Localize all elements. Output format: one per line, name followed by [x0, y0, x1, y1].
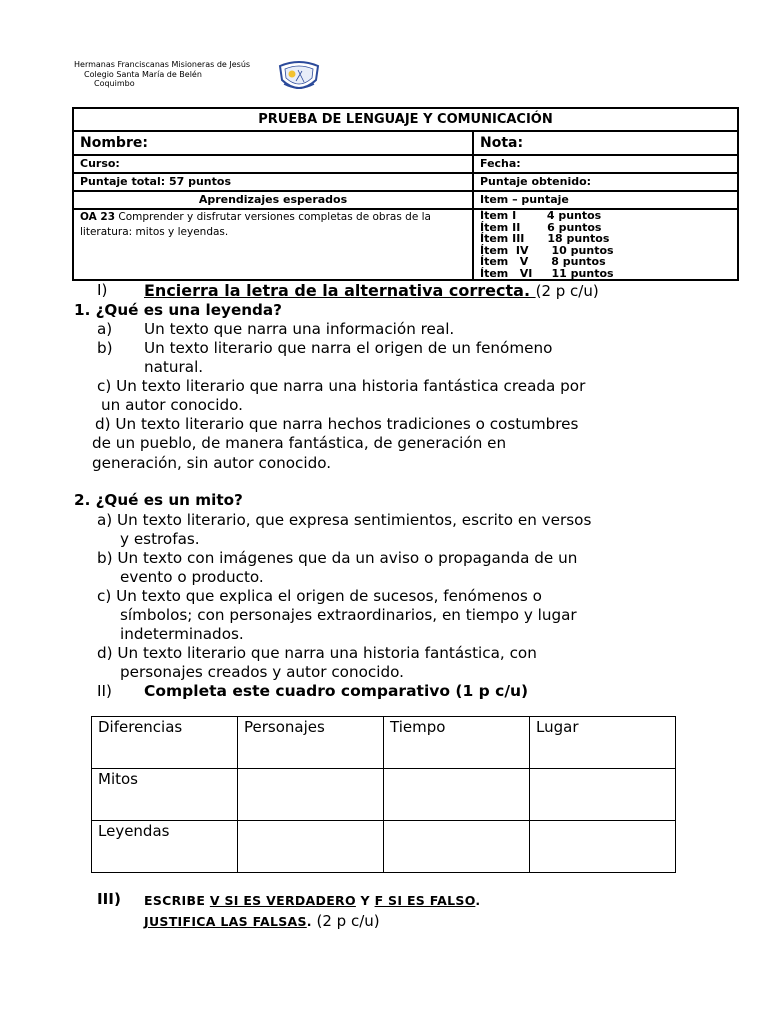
q2-option-d-line2: personajes creados y autor conocido. — [120, 663, 404, 681]
table-header-cell: Lugar — [530, 717, 676, 769]
school-logo-icon — [276, 60, 322, 94]
puntaje-total: Puntaje total: 57 puntos — [73, 173, 473, 191]
section-1-numeral: I) — [97, 281, 108, 299]
q2-option-b-line2: evento o producto. — [120, 568, 264, 586]
sec3-justifica: JUSTIFICA LAS FALSAS — [144, 914, 307, 929]
q1-option-c-line2: un autor conocido. — [101, 396, 243, 414]
nombre-field[interactable]: Nombre: — [73, 131, 473, 155]
oa-text: Comprender y disfrutar versiones completas de obras de la literatura: mitos y leyendas. — [80, 211, 431, 238]
sec3-text: Y — [355, 893, 375, 908]
row-label-leyendas: Leyendas — [92, 821, 238, 873]
answer-cell[interactable] — [530, 769, 676, 821]
test-title: PRUEBA DE LENGUAJE Y COMUNICACIÓN — [73, 108, 738, 131]
test-header-table — [72, 107, 739, 281]
comparison-table — [91, 716, 676, 873]
section-3-points: (2 p c/u) — [316, 912, 380, 930]
table-header-cell: Personajes — [238, 717, 384, 769]
section-1-instruction: Encierra la letra de la alternativa correcta. — [144, 281, 536, 300]
item-score: Ítem II 6 puntos — [480, 220, 602, 234]
row-label-mitos: Mitos — [92, 769, 238, 821]
curso-field[interactable]: Curso: — [73, 155, 473, 173]
item-puntaje-header: Item – puntaje — [473, 191, 738, 209]
section-2-numeral: II) — [97, 682, 112, 700]
q1-option-b-line2: natural. — [144, 358, 204, 376]
q1-option-b-label[interactable]: b) — [97, 339, 113, 357]
school-line-3: Coquimbo — [94, 79, 135, 88]
school-name-block — [74, 60, 250, 89]
school-line-1: Hermanas Franciscanas Misioneras de Jesús — [74, 60, 251, 69]
q1-option-c-line1[interactable]: c) Un texto literario que narra una historia fantástica creada por — [97, 377, 586, 395]
q2-option-b-line1[interactable]: b) Un texto con imágenes que da un aviso o propaganda de un — [97, 549, 578, 567]
q1-option-d-line2: de un pueblo, de manera fantástica, de generación en — [92, 434, 507, 452]
answer-cell[interactable] — [238, 769, 384, 821]
nota-field[interactable]: Nota: — [473, 131, 738, 155]
aprendizajes-header: Aprendizajes esperados — [73, 191, 473, 209]
q2-option-a-line2: y estrofas. — [120, 530, 200, 548]
q2-option-c-line2: símbolos; con personajes extraordinarios, en tiempo y lugar — [120, 606, 577, 624]
table-header-cell: Tiempo — [384, 717, 530, 769]
sec3-text: . — [475, 893, 481, 908]
section-3-numeral: III) — [97, 890, 121, 908]
sec3-verdadero: V SI ES VERDADERO — [209, 893, 356, 908]
q2-option-a-line1[interactable]: a) Un texto literario, que expresa sentimientos, escrito en versos — [97, 511, 592, 529]
school-line-2: Colegio Santa María de Belén — [84, 69, 202, 79]
section-3-line2 — [144, 912, 380, 930]
item-score: Ítem IV 10 puntos — [480, 243, 614, 257]
q2-option-c-line1[interactable]: c) Un texto que explica el origen de sucesos, fenómenos o — [97, 587, 542, 605]
section-2-instruction: Completa este cuadro comparativo (1 p c/u) — [144, 682, 529, 700]
oa-code: OA 23 — [80, 211, 116, 223]
table-header-cell: Diferencias — [92, 717, 238, 769]
q2-option-d-line1[interactable]: d) Un texto literario que narra una historia fantástica, con — [97, 644, 537, 662]
q2-option-c-line3: indeterminados. — [120, 625, 244, 643]
answer-cell[interactable] — [530, 821, 676, 873]
sec3-falso: F SI ES FALSO — [374, 893, 476, 908]
item-score: Ítem V 8 puntos — [480, 255, 606, 268]
section-1-points: (2 p c/u) — [535, 282, 599, 300]
items-cell — [473, 209, 738, 280]
item-score: Ítem VI 11 puntos — [480, 266, 614, 280]
q1-option-d-line3: generación, sin autor conocido. — [92, 454, 332, 472]
q1-option-b-line1: Un texto literario que narra el origen de un fenómeno — [144, 339, 553, 357]
sec3-text: . — [306, 914, 317, 929]
answer-cell[interactable] — [238, 821, 384, 873]
q1-option-d-line1[interactable]: d) Un texto literario que narra hechos tradiciones o costumbres — [95, 415, 579, 433]
item-score: Ítem I 4 puntos — [480, 209, 602, 222]
answer-cell[interactable] — [384, 769, 530, 821]
answer-cell[interactable] — [384, 821, 530, 873]
sec3-text: ESCRIBE — [144, 893, 210, 908]
fecha-field[interactable]: Fecha: — [473, 155, 738, 173]
q1-option-a-label[interactable]: a) — [97, 320, 113, 338]
puntaje-obtenido-field[interactable]: Puntaje obtenido: — [473, 173, 738, 191]
section-3-line1 — [144, 893, 480, 908]
item-score: Ítem III 18 puntos — [480, 232, 610, 245]
question-2-title: 2. ¿Qué es un mito? — [74, 491, 243, 509]
q1-option-a: Un texto que narra una información real. — [144, 320, 455, 338]
question-1-title: 1. ¿Qué es una leyenda? — [74, 301, 282, 319]
section-1-heading — [144, 281, 599, 301]
objective-cell — [73, 209, 473, 280]
